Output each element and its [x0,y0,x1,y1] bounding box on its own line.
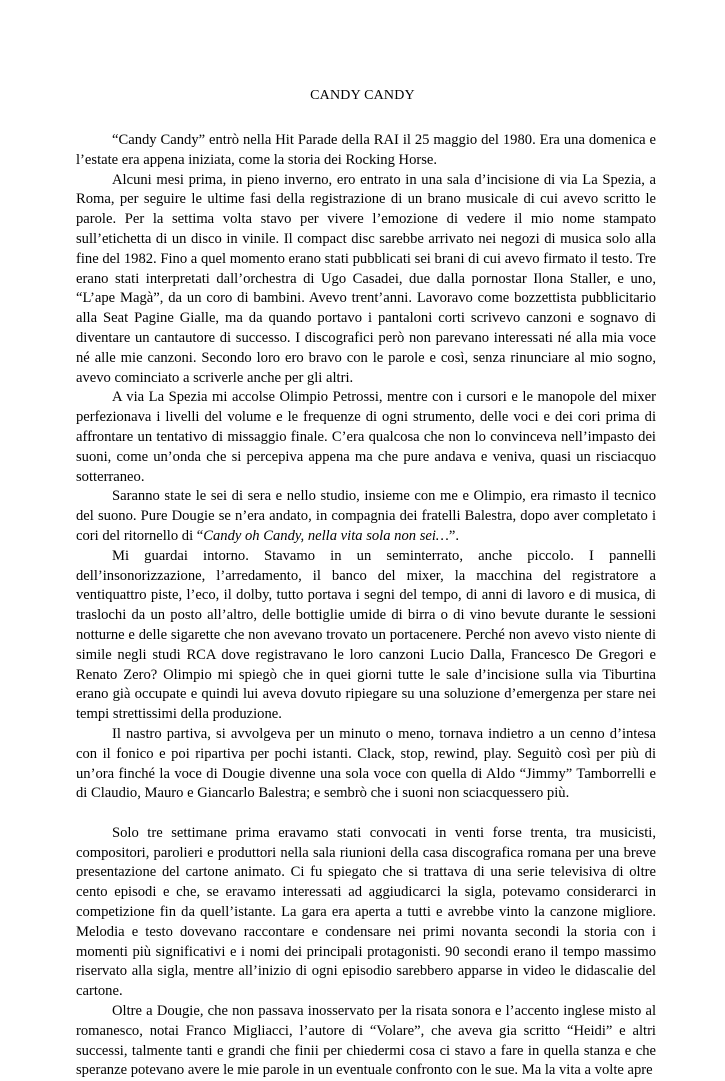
paragraph [76,388,656,487]
paragraph [76,1002,656,1081]
paragraph-text: A via La Spezia mi accolse Olimpio Petrossi, mentre con i cursori e le manopole del mixer perfezionava i livelli del volume e le frequenze di ogni strumento, delle voci e dei cori prima di affrontare un tentativo di missaggio finale. C’era qualcosa che non lo convinceva nell’impasto dei suoni, come un’onda che si percepiva appena ma che pure andava e veniva, quasi un risciacquo sotterraneo. [76,389,656,485]
paragraph-text: “Candy Candy” entrò nella Hit Parade della RAI il 25 maggio del 1980. Era una domenica e l’estate era appena iniziata, come la storia dei Rocking Horse. [76,132,656,168]
paragraph [76,547,656,725]
paragraph [76,725,656,804]
paragraph-text: ”. [448,527,460,544]
paragraph-text: Alcuni mesi prima, in pieno inverno, ero entrato in una sala d’incisione di via La Spezia, a Roma, per seguire le ultime fasi della registrazione di un brano musicale di cui avevo scritto le parole. Per la settima volta stavo per vivere l’emozione di vedere il mio nome stampato sull’etichetta di un disco in vinile. Il compact disc sarebbe arrivato nei negozi di musica solo alla fine del 1982. Fino a quel momento erano stati pubblicati sei brani di cui avevo firmato il testo. Tre erano stati interpretati dall’orchestra di Ugo Casadei, due dalla pornostar Ilona Staller, e uno, “L’ape Magà”, da un coro di bambini. Avevo trent’anni. Lavoravo come bozzettista pubblicitario alla Seat Pagine Gialle, ma da quando portavo i pantaloni corti scrivevo canzoni e sognavo di diventare un cantautore di successo. I discografici però non parevano interessati né alla mia voce né alle mie canzoni. Secondo loro ero bravo con le parole e così, senza rinunciare al mio sogno, avevo cominciato a scriverle anche per gli altri. [76,171,656,386]
paragraph [76,487,656,546]
paragraph [76,824,656,1002]
paragraph-text: Saranno state le sei di sera e nello studio, insieme con me e Olimpio, era rimasto il tecnico del suono. Pure Dougie se n’era andato, in compagnia dei fratelli Balestra, dopo aver completato i cori del ritornello di “ [76,488,656,544]
paragraph-text: Solo tre settimane prima eravamo stati convocati in venti forse trenta, tra musicisti, compositori, parolieri e produttori nella sala riunioni della casa discografica romana per una breve presentazione del cartone animato. Ci fu spiegato che si trattava di una serie televisiva di oltre cento episodi e che, se eravamo interessati ad aggiudicarci la sigla, potevamo considerarci in competizione fin da quell’istante. La gara era aperta a tutti e avrebbe vinto la canzone migliore. Melodia e testo dovevano raccontare e condensare nei primi novanta secondi la storia con i momenti più significativi e i nomi dei principali protagonisti. 90 secondi erano il tempo massimo riservato alla sigla, mentre all’inizio di ogni episodio sarebbero apparse in video le didascalie del cartone. [76,824,656,1000]
page-title: CANDY CANDY [310,88,415,103]
document-body [76,131,656,1081]
paragraph [76,171,656,389]
paragraph-text: Il nastro partiva, si avvolgeva per un minuto o meno, tornava indietro a un cenno d’intesa con il fonico e poi ripartiva per pochi istanti. Clack, stop, rewind, play. Seguitò così per più di un’ora finché la voce di Dougie divenne una sola voce con quella di Aldo “Jimmy” Tamborrelli e di Claudio, Mauro e Giancarlo Balestra; e sembrò che i suoni non sciacquessero più. [76,725,656,802]
paragraph-text: Mi guardai intorno. Stavamo in un seminterrato, anche piccolo. I pannelli dell’insonorizzazione, l’arredamento, il banco del mixer, la macchina del registratore a ventiquattro piste, l’eco, il dolby, tutto portava i segni del tempo, di anni di lavoro e di musica, di traslochi da un posto all’altro, delle bottiglie umide di birra o di vino bevute durante le sessioni notturne e delle sigarette che non avevano trovato un portacenere. Perché non avevo visto niente di simile negli studi RCA dove registravano le loro canzoni Lucio Dalla, Francesco De Gregori e Renato Zero? Olimpio mi spiegò che in quei giorni tutte le sale d’incisione sulla via Tiburtina erano già occupate e quindi lui aveva dovuto ripiegare su una soluzione d’emergenza per stare nei tempi strettissimi della produzione. [76,547,656,723]
paragraph [76,131,656,171]
paragraph-text: Oltre a Dougie, che non passava inosservato per la risata sonora e l’accento inglese misto al romanesco, notai Franco Migliacci, l’autore di “Volare”, che aveva gia scritto “Heidi” e altri successi, talmente tanti e grandi che finii per chiedermi cosa ci stavo a fare in quella stanza e che speranze potevano avere le mie parole in un eventuale confronto con le sue. Ma la vita a volte apre [76,1003,656,1079]
italic-lyric-quote: Candy oh Candy, nella vita sola non sei… [203,527,449,544]
